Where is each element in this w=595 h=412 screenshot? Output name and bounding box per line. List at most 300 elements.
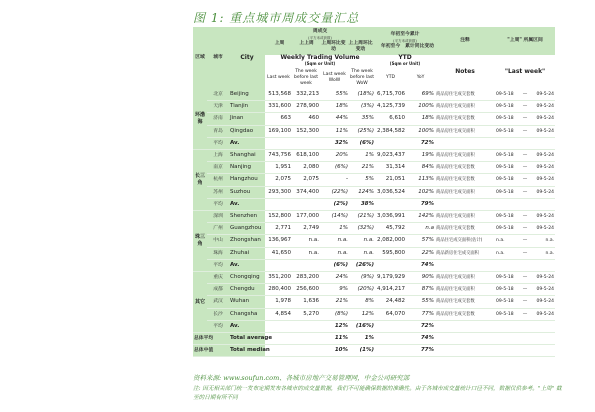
range-to: 09-5-24 (536, 128, 555, 134)
city-name-en: Nanjing (229, 162, 265, 174)
cell-ytd: 6,610 (375, 113, 406, 125)
region-label: 珠三角 (193, 211, 207, 272)
cell-ytd: 3,036,524 (375, 186, 406, 198)
cell-note: 商品房住宅成交套数 (435, 223, 495, 235)
range-dash: — (522, 250, 528, 256)
figure-title: 图 1: 重点城市周成交量汇总 (193, 11, 360, 25)
cell-ytd: 6,715,706 (375, 89, 406, 101)
range-to: 09-5-24 (536, 299, 555, 305)
region-label: 长三角 (193, 150, 207, 211)
cell-yoy: 18% (406, 113, 435, 125)
cell-range (495, 284, 555, 296)
cell-note (435, 259, 495, 271)
total-label-en: Total median (229, 345, 265, 357)
cell-last-week: 2,075 (265, 174, 292, 186)
cell-week-before: 283,200 (292, 272, 320, 284)
city-name-en: Suzhou (229, 186, 265, 198)
city-row (193, 113, 555, 125)
cell-yoy: 100% (406, 125, 435, 137)
cell-wow2: (16%) (349, 320, 375, 332)
cell-week-before: 2,080 (292, 162, 320, 174)
city-name-cn: 平均 (207, 137, 229, 149)
range-dash: — (522, 116, 528, 122)
cell-last-week (265, 259, 292, 271)
cell-week-before: 332,213 (292, 89, 320, 101)
header-range-en: "Last week" (495, 55, 555, 89)
cell-wow: 21% (320, 296, 349, 308)
cell-wow: 9% (320, 284, 349, 296)
cell-yoy: 69% (406, 89, 435, 101)
cell-range (495, 345, 555, 357)
cell-note: 商品房住宅成交面积 (435, 284, 495, 296)
cell-note (435, 345, 495, 357)
cell-note: 商品房住宅成交套数 (435, 162, 495, 174)
cell-last-week (265, 198, 292, 210)
range-dash: — (522, 104, 528, 110)
city-row (193, 284, 555, 296)
range-to: 09-5-24 (536, 116, 555, 122)
cell-week-before: 177,000 (292, 211, 320, 223)
cell-yoy: 77% (406, 308, 435, 320)
header-range-cn: "上周" 所属区间 (495, 27, 555, 55)
cell-range (495, 174, 555, 186)
cell-range (495, 333, 555, 345)
cell-wow: (22%) (320, 186, 349, 198)
cell-wow2: (21%) (349, 211, 375, 223)
cell-last-week: 1,978 (265, 296, 292, 308)
cell-wow: 11% (320, 333, 349, 345)
city-name-en: Zhuhai (229, 247, 265, 259)
header-wow-en: Last week WoW (320, 67, 349, 89)
range-to: 09-5-24 (536, 177, 555, 183)
cell-week-before (292, 320, 320, 332)
city-name-en: Jinan (229, 113, 265, 125)
header-ytd-sub-en: YTD (375, 67, 406, 89)
header-week-before-en: The week before last week (292, 67, 320, 89)
city-name-cn: 广州 (207, 223, 229, 235)
cell-yoy: 100% (406, 101, 435, 113)
cell-note: 商品房住宅成交面积 (435, 150, 495, 162)
cell-last-week: 280,400 (265, 284, 292, 296)
cell-range (495, 101, 555, 113)
range-dash: — (522, 214, 528, 220)
table-body (193, 89, 555, 357)
range-from: 09-5-18 (496, 275, 514, 281)
city-name-en: Zhongshan (229, 235, 265, 247)
cell-ytd (375, 333, 406, 345)
city-name-en: Tianjin (229, 101, 265, 113)
cell-ytd: 9,023,437 (375, 150, 406, 162)
range-to: 09-5-24 (536, 92, 555, 97)
city-name-cn: 杭州 (207, 174, 229, 186)
cell-wow: 32% (320, 137, 349, 149)
average-row (193, 137, 555, 149)
header-weekly-en: Weekly Trading Volume (Sqm or Unit) (265, 55, 375, 67)
cell-week-before: 2,075 (292, 174, 320, 186)
range-dash: — (522, 238, 528, 244)
cell-last-week: 351,200 (265, 272, 292, 284)
cell-range (495, 235, 555, 247)
header-ytd-en: YTD (Sqm or Unit) (375, 55, 435, 67)
header-notes-cn: 注释 (435, 27, 495, 55)
cell-wow2: 8% (349, 296, 375, 308)
header-last-week-en: Last week (265, 67, 292, 89)
cell-yoy: 79% (406, 198, 435, 210)
cell-ytd: 595,800 (375, 247, 406, 259)
city-name-cn: 济南 (207, 113, 229, 125)
cell-last-week (265, 137, 292, 149)
range-from: n.a. (496, 250, 505, 256)
region-label: 其它 (193, 272, 207, 333)
range-dash: — (522, 226, 528, 232)
cell-note: 商品房住宅成交面积 (435, 272, 495, 284)
cell-week-before: 152,300 (292, 125, 320, 137)
city-row (193, 272, 555, 284)
city-name-en: Chengdu (229, 284, 265, 296)
average-row (193, 320, 555, 332)
cell-last-week: 1,951 (265, 162, 292, 174)
header-ytd-cn: 年初至今累计 (平方米或套数) 年初至今 累计同比变动 (375, 27, 435, 55)
cell-note: 商品房住宅成交面积 (435, 186, 495, 198)
cell-ytd (375, 198, 406, 210)
cell-last-week: 2,771 (265, 223, 292, 235)
cell-week-before: n.a. (292, 247, 320, 259)
range-to: n.a. (545, 250, 555, 256)
cell-week-before: 374,400 (292, 186, 320, 198)
cell-ytd (375, 345, 406, 357)
cell-note (435, 137, 495, 149)
cell-range (495, 186, 555, 198)
range-from: 09-5-18 (496, 214, 514, 220)
cell-week-before: 2,749 (292, 223, 320, 235)
city-name-cn: 武汉 (207, 296, 229, 308)
cell-week-before (292, 333, 320, 345)
cell-note: 商品房住宅成交套数 (435, 89, 495, 101)
range-to: 09-5-24 (536, 104, 555, 110)
city-name-cn: 重庆 (207, 272, 229, 284)
city-name-cn: 珠海 (207, 247, 229, 259)
cell-wow2: 38% (349, 198, 375, 210)
cell-last-week: 152,800 (265, 211, 292, 223)
city-row (193, 211, 555, 223)
header-notes-en: Notes (435, 55, 495, 89)
cell-wow2: 1% (349, 150, 375, 162)
cell-range (495, 223, 555, 235)
cell-wow2: n.a. (349, 247, 375, 259)
city-row (193, 247, 555, 259)
city-row (193, 296, 555, 308)
range-from: 09-5-18 (496, 153, 514, 159)
range-from: 09-5-18 (496, 287, 514, 293)
cell-range (495, 89, 555, 101)
cell-wow2: 21% (349, 162, 375, 174)
total-row (193, 333, 555, 345)
cell-wow: 20% (320, 150, 349, 162)
city-name-cn: 长沙 (207, 308, 229, 320)
city-row (193, 89, 555, 101)
city-name-cn: 青岛 (207, 125, 229, 137)
city-row (193, 186, 555, 198)
range-from: 09-5-18 (496, 104, 514, 110)
city-name-cn: 成都 (207, 284, 229, 296)
cell-wow: 11% (320, 125, 349, 137)
cell-last-week: 41,650 (265, 247, 292, 259)
cell-ytd: 4,125,739 (375, 101, 406, 113)
cell-note: 商品房住宅成交套数 (435, 174, 495, 186)
cell-note: 商品房住宅成交面积 (435, 125, 495, 137)
cell-wow: (14%) (320, 211, 349, 223)
cell-wow2: (32%) (349, 223, 375, 235)
cell-yoy: 55% (406, 296, 435, 308)
range-dash: — (522, 92, 528, 97)
cell-wow2: (1%) (349, 345, 375, 357)
cell-wow2: (25%) (349, 125, 375, 137)
cell-wow: 10% (320, 345, 349, 357)
cell-range (495, 162, 555, 174)
cell-range (495, 247, 555, 259)
range-to: 09-5-24 (536, 275, 555, 281)
footnote: 注: 因无相关部门统一发布定期发布各城市的成交量数据，我们不可能确保数据的准确性。由于各城市成交量统计口径不同，数据仅供参考。"上周" 截至的日期有所不同 (193, 386, 562, 401)
cell-ytd: 4,914,217 (375, 284, 406, 296)
cell-yoy: 87% (406, 284, 435, 296)
cell-week-before (292, 259, 320, 271)
cell-note: 商品房住宅成交套数 (435, 296, 495, 308)
cell-ytd: 31,314 (375, 162, 406, 174)
cell-yoy: 22% (406, 247, 435, 259)
total-label-cn: 总体中值 (193, 345, 229, 357)
range-to: n.a. (545, 238, 555, 244)
cell-yoy: 72% (406, 320, 435, 332)
cell-wow2: 5% (349, 174, 375, 186)
cell-wow: 12% (320, 320, 349, 332)
cell-week-before: 1,636 (292, 296, 320, 308)
cell-last-week: 169,100 (265, 125, 292, 137)
range-from: 09-5-18 (496, 311, 514, 317)
cell-ytd: 64,070 (375, 308, 406, 320)
cell-wow2: n.a. (349, 235, 375, 247)
cell-week-before: 278,900 (292, 101, 320, 113)
cell-week-before: 5,270 (292, 308, 320, 320)
cell-week-before: 460 (292, 113, 320, 125)
range-dash: — (522, 287, 528, 293)
range-from: 09-5-18 (496, 165, 514, 171)
cell-wow: 44% (320, 113, 349, 125)
range-to: 09-5-24 (536, 153, 555, 159)
cell-wow2: 12% (349, 308, 375, 320)
total-label-en: Total average (229, 333, 265, 345)
header-weekly-cn: 周成交 (平方米或套数) 上周 上上周 上周环比变动 上上周环比变动 (265, 27, 375, 55)
source-line: 资料来源: www.soufun.com、各城市房地产交易管理网，中金公司研究部 (193, 374, 410, 382)
range-from: 09-5-18 (496, 189, 514, 195)
cell-week-before: n.a. (292, 235, 320, 247)
range-dash: — (522, 299, 528, 305)
cell-wow2: (9%) (349, 272, 375, 284)
cell-ytd: 24,482 (375, 296, 406, 308)
range-to: 09-5-24 (536, 165, 555, 171)
city-name-cn: 平均 (207, 198, 229, 210)
header-yoy-en: YoY (406, 67, 435, 89)
city-name-en: Chongqing (229, 272, 265, 284)
cell-ytd: 45,792 (375, 223, 406, 235)
cell-ytd: 9,179,929 (375, 272, 406, 284)
cell-ytd: 2,082,000 (375, 235, 406, 247)
cell-note: 商品房住宅成交套数 (435, 308, 495, 320)
cell-yoy: 102% (406, 186, 435, 198)
cell-wow: n.a. (320, 235, 349, 247)
cell-last-week: 513,568 (265, 89, 292, 101)
city-row (193, 150, 555, 162)
cell-yoy: 57% (406, 235, 435, 247)
cell-ytd (375, 137, 406, 149)
cell-wow: 24% (320, 272, 349, 284)
range-from: 09-5-18 (496, 177, 514, 183)
cell-wow2: (20%) (349, 284, 375, 296)
average-row (193, 259, 555, 271)
city-name-cn: 平均 (207, 259, 229, 271)
cell-yoy: 84% (406, 162, 435, 174)
weekly-volume-table (193, 27, 555, 357)
cell-wow: (6%) (320, 162, 349, 174)
city-name-en: Shanghai (229, 150, 265, 162)
cell-note (435, 320, 495, 332)
city-name-cn: 平均 (207, 320, 229, 332)
cell-wow: - (320, 174, 349, 186)
city-name-cn: 苏州 (207, 186, 229, 198)
range-to: 09-5-24 (536, 189, 555, 195)
cell-ytd: 2,384,582 (375, 125, 406, 137)
cell-wow2: 35% (349, 113, 375, 125)
cell-range (495, 150, 555, 162)
range-dash: — (522, 275, 528, 281)
cell-wow: (2%) (320, 198, 349, 210)
city-row (193, 162, 555, 174)
header-wow2-en: The week before last WoW (349, 67, 375, 89)
range-to: 09-5-24 (536, 287, 555, 293)
cell-yoy: 77% (406, 345, 435, 357)
cell-wow: (6%) (320, 259, 349, 271)
table-header (193, 27, 555, 89)
cell-wow2: 1% (349, 333, 375, 345)
city-name-en: Av. (229, 198, 265, 210)
city-name-en: Av. (229, 320, 265, 332)
city-name-en: Av. (229, 259, 265, 271)
cell-yoy: 142% (406, 211, 435, 223)
cell-yoy: 19% (406, 150, 435, 162)
cell-range (495, 113, 555, 125)
city-row (193, 235, 555, 247)
cell-range (495, 198, 555, 210)
city-name-cn: 北京 (207, 89, 229, 101)
city-name-cn: 深圳 (207, 211, 229, 223)
total-row (193, 345, 555, 357)
city-row (193, 223, 555, 235)
city-row (193, 174, 555, 186)
cell-ytd: 3,036,991 (375, 211, 406, 223)
cell-note: 商品房住宅成交套数 (435, 113, 495, 125)
city-name-cn: 南京 (207, 162, 229, 174)
range-to: 09-5-24 (536, 226, 555, 232)
city-name-en: Qingdao (229, 125, 265, 137)
city-name-en: Hangzhou (229, 174, 265, 186)
cell-note: 商品新房住宅成交面积 (435, 247, 495, 259)
cell-wow2: (3%) (349, 101, 375, 113)
cell-wow2: (6%) (349, 137, 375, 149)
range-to: 09-5-24 (536, 214, 555, 220)
range-dash: — (522, 177, 528, 183)
cell-note: 商品房住宅成交面积 (435, 101, 495, 113)
cell-ytd (375, 320, 406, 332)
cell-yoy: 90% (406, 272, 435, 284)
cell-wow: 18% (320, 101, 349, 113)
city-row (193, 101, 555, 113)
cell-last-week (265, 320, 292, 332)
average-row (193, 198, 555, 210)
range-dash: — (522, 153, 528, 159)
city-name-en: Beijing (229, 89, 265, 101)
city-name-en: Av. (229, 137, 265, 149)
city-name-en: Changsha (229, 308, 265, 320)
range-from: 09-5-18 (496, 92, 514, 97)
cell-last-week: 743,756 (265, 150, 292, 162)
cell-week-before: 618,100 (292, 150, 320, 162)
cell-range (495, 296, 555, 308)
cell-last-week: 4,854 (265, 308, 292, 320)
city-row (193, 125, 555, 137)
cell-range (495, 259, 555, 271)
cell-week-before (292, 137, 320, 149)
cell-range (495, 308, 555, 320)
range-to: 09-5-24 (536, 311, 555, 317)
cell-last-week: 331,600 (265, 101, 292, 113)
header-region: 区域 (193, 27, 207, 89)
range-from: 09-5-18 (496, 116, 514, 122)
cell-yoy: 72% (406, 137, 435, 149)
cell-range (495, 272, 555, 284)
city-name-cn: 上海 (207, 150, 229, 162)
cell-week-before (292, 345, 320, 357)
cell-note: 商品房住宅成交面积 (435, 211, 495, 223)
range-from: 09-5-18 (496, 128, 514, 134)
city-name-en: Shenzhen (229, 211, 265, 223)
cell-range (495, 211, 555, 223)
cell-note: 商品住宅成交面积(估计) (435, 235, 495, 247)
cell-wow2: (26%) (349, 259, 375, 271)
cell-week-before: 256,600 (292, 284, 320, 296)
range-from: 09-5-18 (496, 226, 514, 232)
cell-wow: 55% (320, 89, 349, 101)
range-dash: — (522, 189, 528, 195)
cell-yoy: 113% (406, 174, 435, 186)
range-dash: — (522, 128, 528, 134)
header-city-en: City (229, 27, 265, 89)
city-name-cn: 天津 (207, 101, 229, 113)
cell-week-before (292, 198, 320, 210)
cell-last-week: 293,300 (265, 186, 292, 198)
cell-range (495, 125, 555, 137)
city-name-en: Guangzhou (229, 223, 265, 235)
cell-note (435, 333, 495, 345)
cell-wow: n.a. (320, 247, 349, 259)
region-label: 环渤海 (193, 89, 207, 150)
range-from: n.a. (496, 238, 505, 244)
city-name-en: Wuhan (229, 296, 265, 308)
range-dash: — (522, 165, 528, 171)
range-dash: — (522, 311, 528, 317)
cell-range (495, 320, 555, 332)
cell-yoy: n.a (406, 223, 435, 235)
cell-last-week: 136,967 (265, 235, 292, 247)
cell-yoy: 74% (406, 259, 435, 271)
